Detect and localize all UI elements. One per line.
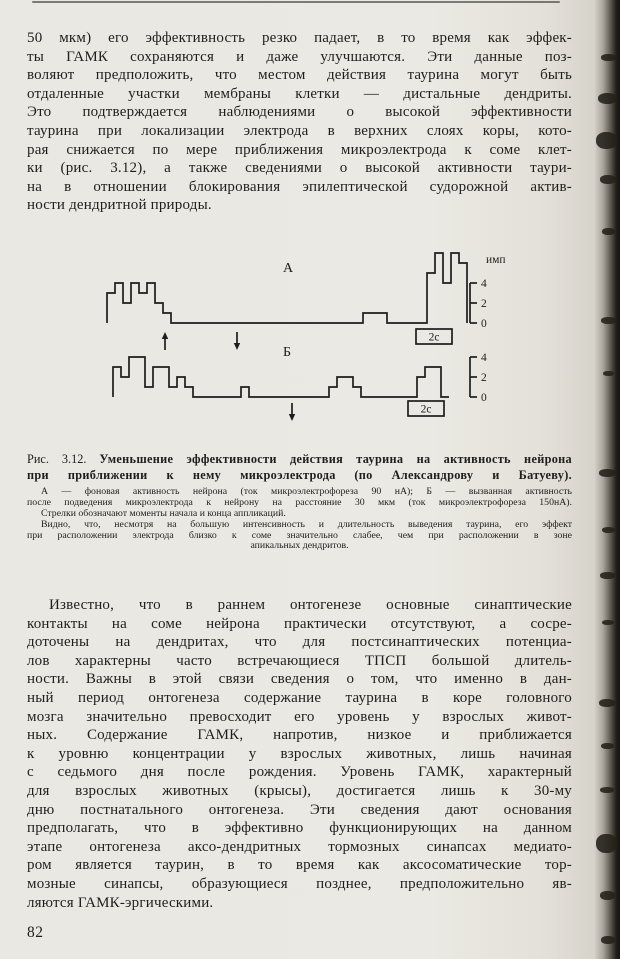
- figure-notes-3: [27, 520, 572, 552]
- figure-notes-1: [27, 487, 572, 508]
- figure-ref: Рис. 3.12.: [27, 452, 87, 466]
- page-number: 82: [27, 924, 44, 941]
- figure-caption: [27, 452, 572, 483]
- text-line: доточены на дендритах, что для постсинаптических потенциа-: [27, 634, 572, 651]
- text-line: лов характерны часто встречающиеся ТПСП большой длитель-: [27, 652, 572, 669]
- scan-artifact: [602, 228, 615, 235]
- arrow-head: [234, 343, 240, 350]
- text-line: Стрелки обозначают моменты начала и конца аппликаций.: [41, 507, 286, 519]
- scale-tick-label: 2: [481, 298, 487, 310]
- paragraph-top: [27, 29, 572, 215]
- text-line: Это подтверждается наблюдениями о высокой эффективности: [27, 104, 572, 121]
- text-line: ных. Содержание ГАМК, напротив, низкое и приближается: [27, 727, 572, 744]
- figure-3-12: [0, 240, 620, 445]
- trace-b: [113, 357, 449, 397]
- text-line: для взрослых животных (крысы), достигается лишь к 30-му: [27, 782, 572, 799]
- text-line: таурина при локализации электрода в верхних слоях коры, кото-: [27, 122, 572, 139]
- scan-artifact: [602, 527, 615, 533]
- scale-tick-label: 0: [481, 392, 487, 404]
- neuron-activity-chart: [0, 240, 620, 445]
- scan-artifact: [599, 469, 616, 477]
- text-line: на в отношении блокирования эпилептической судорожной актив-: [27, 178, 572, 195]
- scan-artifact: [601, 936, 615, 944]
- text-line: ром является таурин, в то время как аксосоматические тор-: [27, 857, 572, 874]
- arrow-head: [162, 332, 168, 339]
- text-line: ки (рис. 3.12), а также сведениями о высокой активности таури-: [27, 160, 572, 177]
- text-line: Известно, что в раннем онтогенезе основные синаптические: [49, 597, 572, 613]
- scan-artifact: [603, 371, 614, 376]
- text-line: ляются ГАМК-эргическими.: [27, 894, 214, 911]
- text-line: ности. Важны в этой связи сведения о том, что именно в дан-: [27, 671, 572, 688]
- scan-artifact: [601, 317, 616, 324]
- text-line: с седьмого дня после рождения. Уровень ГАМК, характерный: [27, 764, 572, 781]
- text-line: после подведения микроэлектрода к нейрону на расстояние 30 мкм (ток микроэлектрофореза 150нА).: [27, 496, 572, 508]
- scan-artifact: [596, 132, 617, 149]
- scan-artifact: [600, 787, 614, 793]
- text-line: воляют предположить, что местом действия таурина могут быть: [27, 67, 572, 84]
- imp-unit-label: имп: [486, 254, 506, 266]
- text-line: рая снижается по мере приближения микроэлектрода к соме клет-: [27, 141, 572, 158]
- caption-line-2: [27, 468, 572, 484]
- scan-artifact: [602, 620, 614, 625]
- arrow-head: [289, 414, 295, 421]
- figure-notes-2: [27, 509, 572, 520]
- text-line: ный период онтогенеза содержание таурина в коре головного: [27, 689, 572, 706]
- scan-artifact: [600, 175, 616, 184]
- caption-title: Уменьшение эффективности действия таурина на активность нейрона: [99, 452, 573, 466]
- text-line: контакты на соме нейрона практически отсутствуют, а сосре-: [27, 615, 572, 632]
- trace-b-label: Б: [283, 345, 292, 360]
- text-line: к уровню концентрации у взрослых животных, лишь начиная: [27, 745, 572, 762]
- scan-artifact: [598, 93, 617, 104]
- scan-artifact: [600, 572, 615, 579]
- text-line: отдаленные участки мембраны клетки — дистальные дендриты.: [27, 85, 572, 102]
- text-line: ности дендритной природы.: [27, 197, 212, 214]
- scan-artifact: [596, 834, 617, 853]
- scan-artifact: [599, 699, 615, 707]
- text-line: апикальных дендритов.: [250, 540, 349, 551]
- caption-line-1: [27, 452, 572, 468]
- text-line: этапе онтогенеза аксо-дендритных тормозных синапсах медиато-: [27, 838, 572, 855]
- scan-artifact: [601, 54, 616, 61]
- text-line: дню постнатального онтогенеза. Эти сведения дают основания: [27, 801, 572, 818]
- text-line: предполагать, что в эффективно функционирующих на данном: [27, 820, 572, 837]
- text-line: Видно, что, несмотря на большую интенсивность и длительность выведения таурина, его эффект: [41, 519, 572, 530]
- text-line: А — фоновая активность нейрона (ток микроэлектрофореза 90 нА); Б — вызванная активность: [41, 486, 572, 497]
- scale-tick-label: 4: [481, 278, 487, 290]
- caption-attribution: (по Александрову и Батуеву).: [354, 467, 572, 482]
- caption-title-2: при приближении к нему микроэлектрода: [27, 467, 336, 482]
- text-line: ты ГАМК сохраняются и даже улучшаются. Эти данные поз-: [27, 48, 572, 65]
- text-line: при расположении электрода близко к соме значительно слабее, чем при расположении в зоне: [27, 529, 572, 541]
- trace-a-label: А: [283, 261, 294, 276]
- scale-tick-label: 4: [481, 352, 487, 364]
- text-line: мозные синапсы, образующиеся позднее, предположительно яв-: [27, 875, 572, 892]
- time-scale-label: 2с: [428, 331, 440, 344]
- time-scale-label: 2с: [420, 403, 432, 416]
- scan-artifact: [601, 743, 614, 749]
- scan-artifact: [600, 891, 615, 900]
- scale-tick-label: 0: [481, 318, 487, 330]
- scale-tick-label: 2: [481, 372, 487, 384]
- text-line: мозга значительно превосходит его уровень у взрослых живот-: [27, 708, 572, 725]
- scan-edge-top: [32, 1, 560, 3]
- paragraph-body: [27, 596, 572, 912]
- text-line: 50 мкм) его эффективность резко падает, в то время как эффек-: [27, 30, 572, 46]
